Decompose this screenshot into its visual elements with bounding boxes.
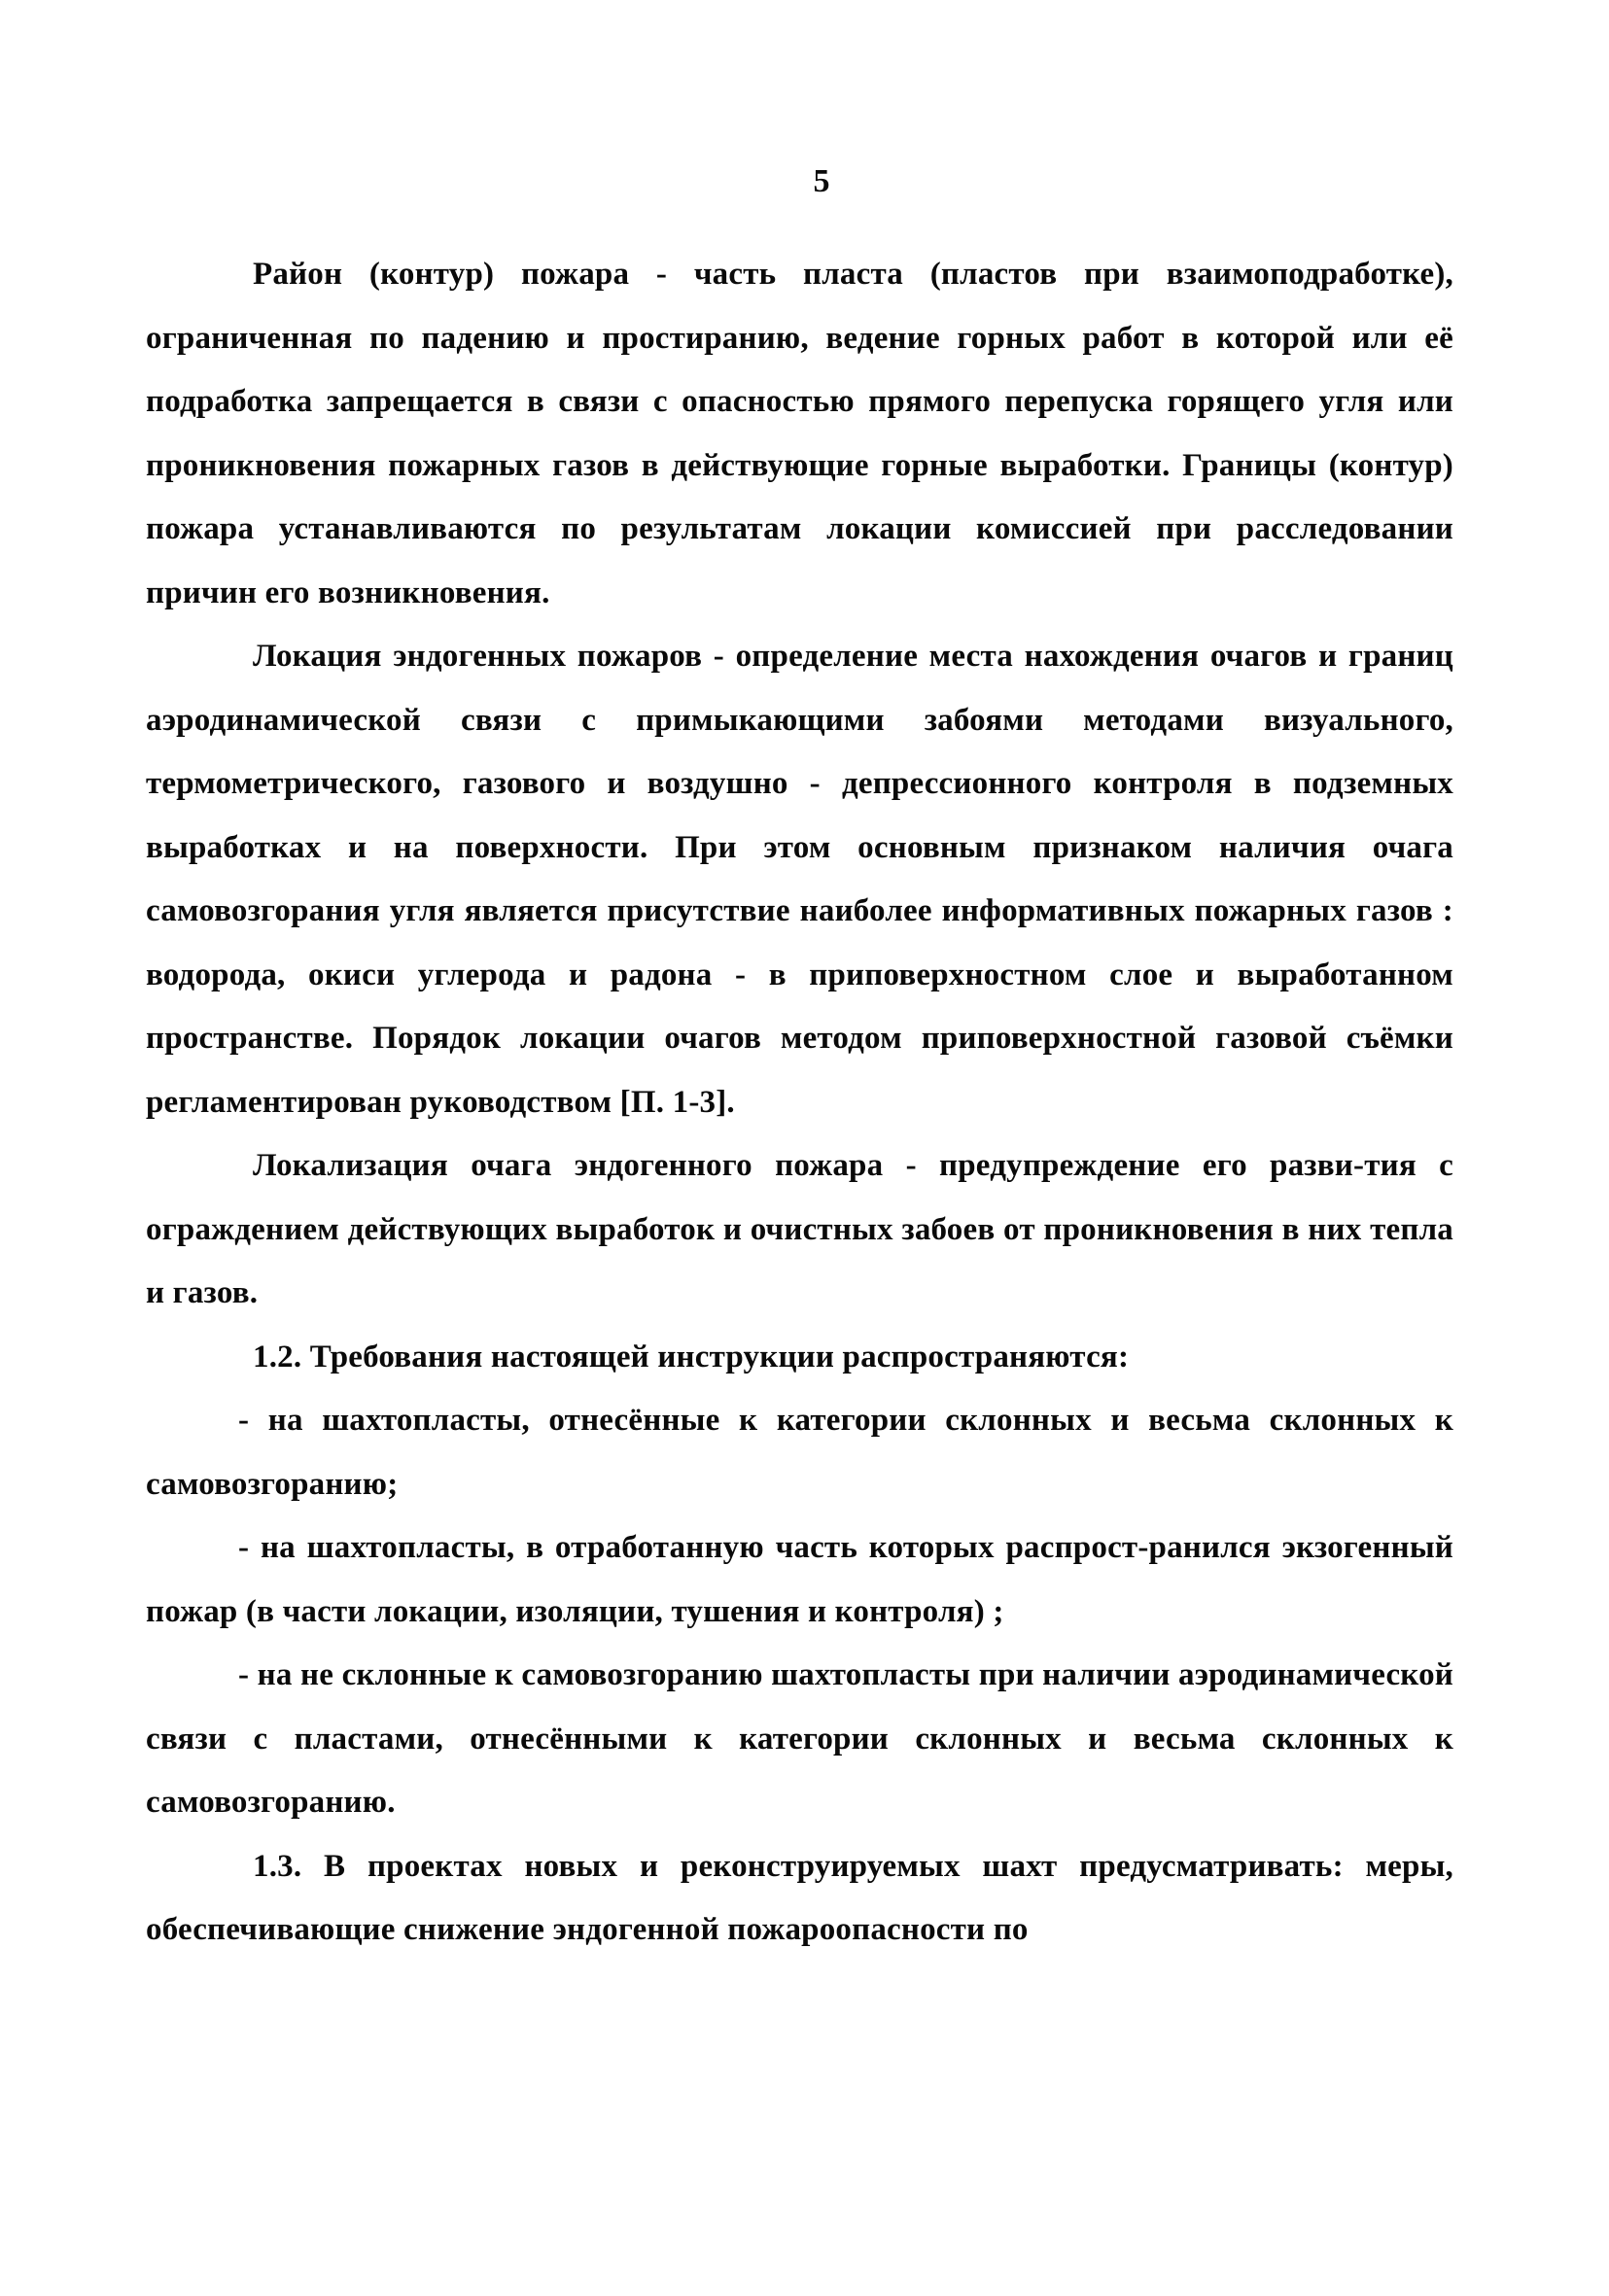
paragraph-section-1-2	[146, 1326, 1453, 1390]
list-item-text: - на шахтопласты, отнесённые к категории склонных и весьма склонных к самовозгоранию;	[146, 1403, 1453, 1502]
list-item-exogenous-fire	[146, 1516, 1453, 1644]
term-location: Локация эндогенных пожаров	[253, 639, 703, 674]
list-item-text: - на шахтопласты, в отработанную часть которых распрост-ранился экзогенный пожар (в части локации, изоляции, тушения и контроля) ;	[146, 1530, 1453, 1629]
term-fire-area: Район (контур) пожара	[253, 257, 630, 292]
paragraph-localization	[146, 1134, 1453, 1326]
definition-location: - определение места нахождения очагов и границ аэродинамической связи с примыкающими забоями методами визуального, термометрического, газового и воздушно - депрессионного контроля в подземных выработках и на поверхности. При этом основным признаком наличия очага самовозгорания угля является присутствие наиболее информативных пожарных газов : водорода, окиси углерода и радона - в приповерхностном слое и выработанном пространстве. Порядок локации очагов методом приповерхностной газовой съёмки регламентирован руководством [П. 1-3].	[146, 639, 1453, 1120]
section-1-2-text: 1.2. Требования настоящей инструкции распространяются:	[253, 1339, 1130, 1374]
list-item-text: - на не склонные к самовозгоранию шахтопласты при наличии аэродинамической связи с пластами, отнесёнными к категории склонных и весьма склонных к самовозгоранию.	[146, 1657, 1453, 1820]
paragraph-section-1-3	[146, 1835, 1453, 1963]
document-body	[146, 243, 1453, 1963]
section-1-3-text: 1.3. В проектах новых и реконструируемых шахт предусматривать: меры, обеспечивающие снижение эндогенной пожароопасности по	[146, 1848, 1453, 1947]
term-localization: Локализация очага эндогенного пожара	[253, 1148, 884, 1183]
paragraph-fire-area	[146, 243, 1453, 625]
paragraph-location	[146, 625, 1453, 1134]
definition-localization: - предупреждение его разви-тия с ограждением действующих выработок и очистных забоев от проникновения в них тепла и газов.	[146, 1148, 1454, 1310]
list-item-non-prone-seams	[146, 1644, 1453, 1835]
definition-fire-area: - часть пласта (пластов при взаимоподработке), ограниченная по падению и простиранию, ведение горных работ в которой или её подработка запрещается в связи с опасностью прямого перепуска горящего угля или проникновения пожарных газов в действующие горные выработки. Границы (контур) пожара устанавливаются по результатам локации комиссией при расследовании причин его возникновения.	[146, 257, 1453, 610]
page-number: 5	[813, 163, 830, 199]
list-item-prone-seams	[146, 1389, 1453, 1516]
